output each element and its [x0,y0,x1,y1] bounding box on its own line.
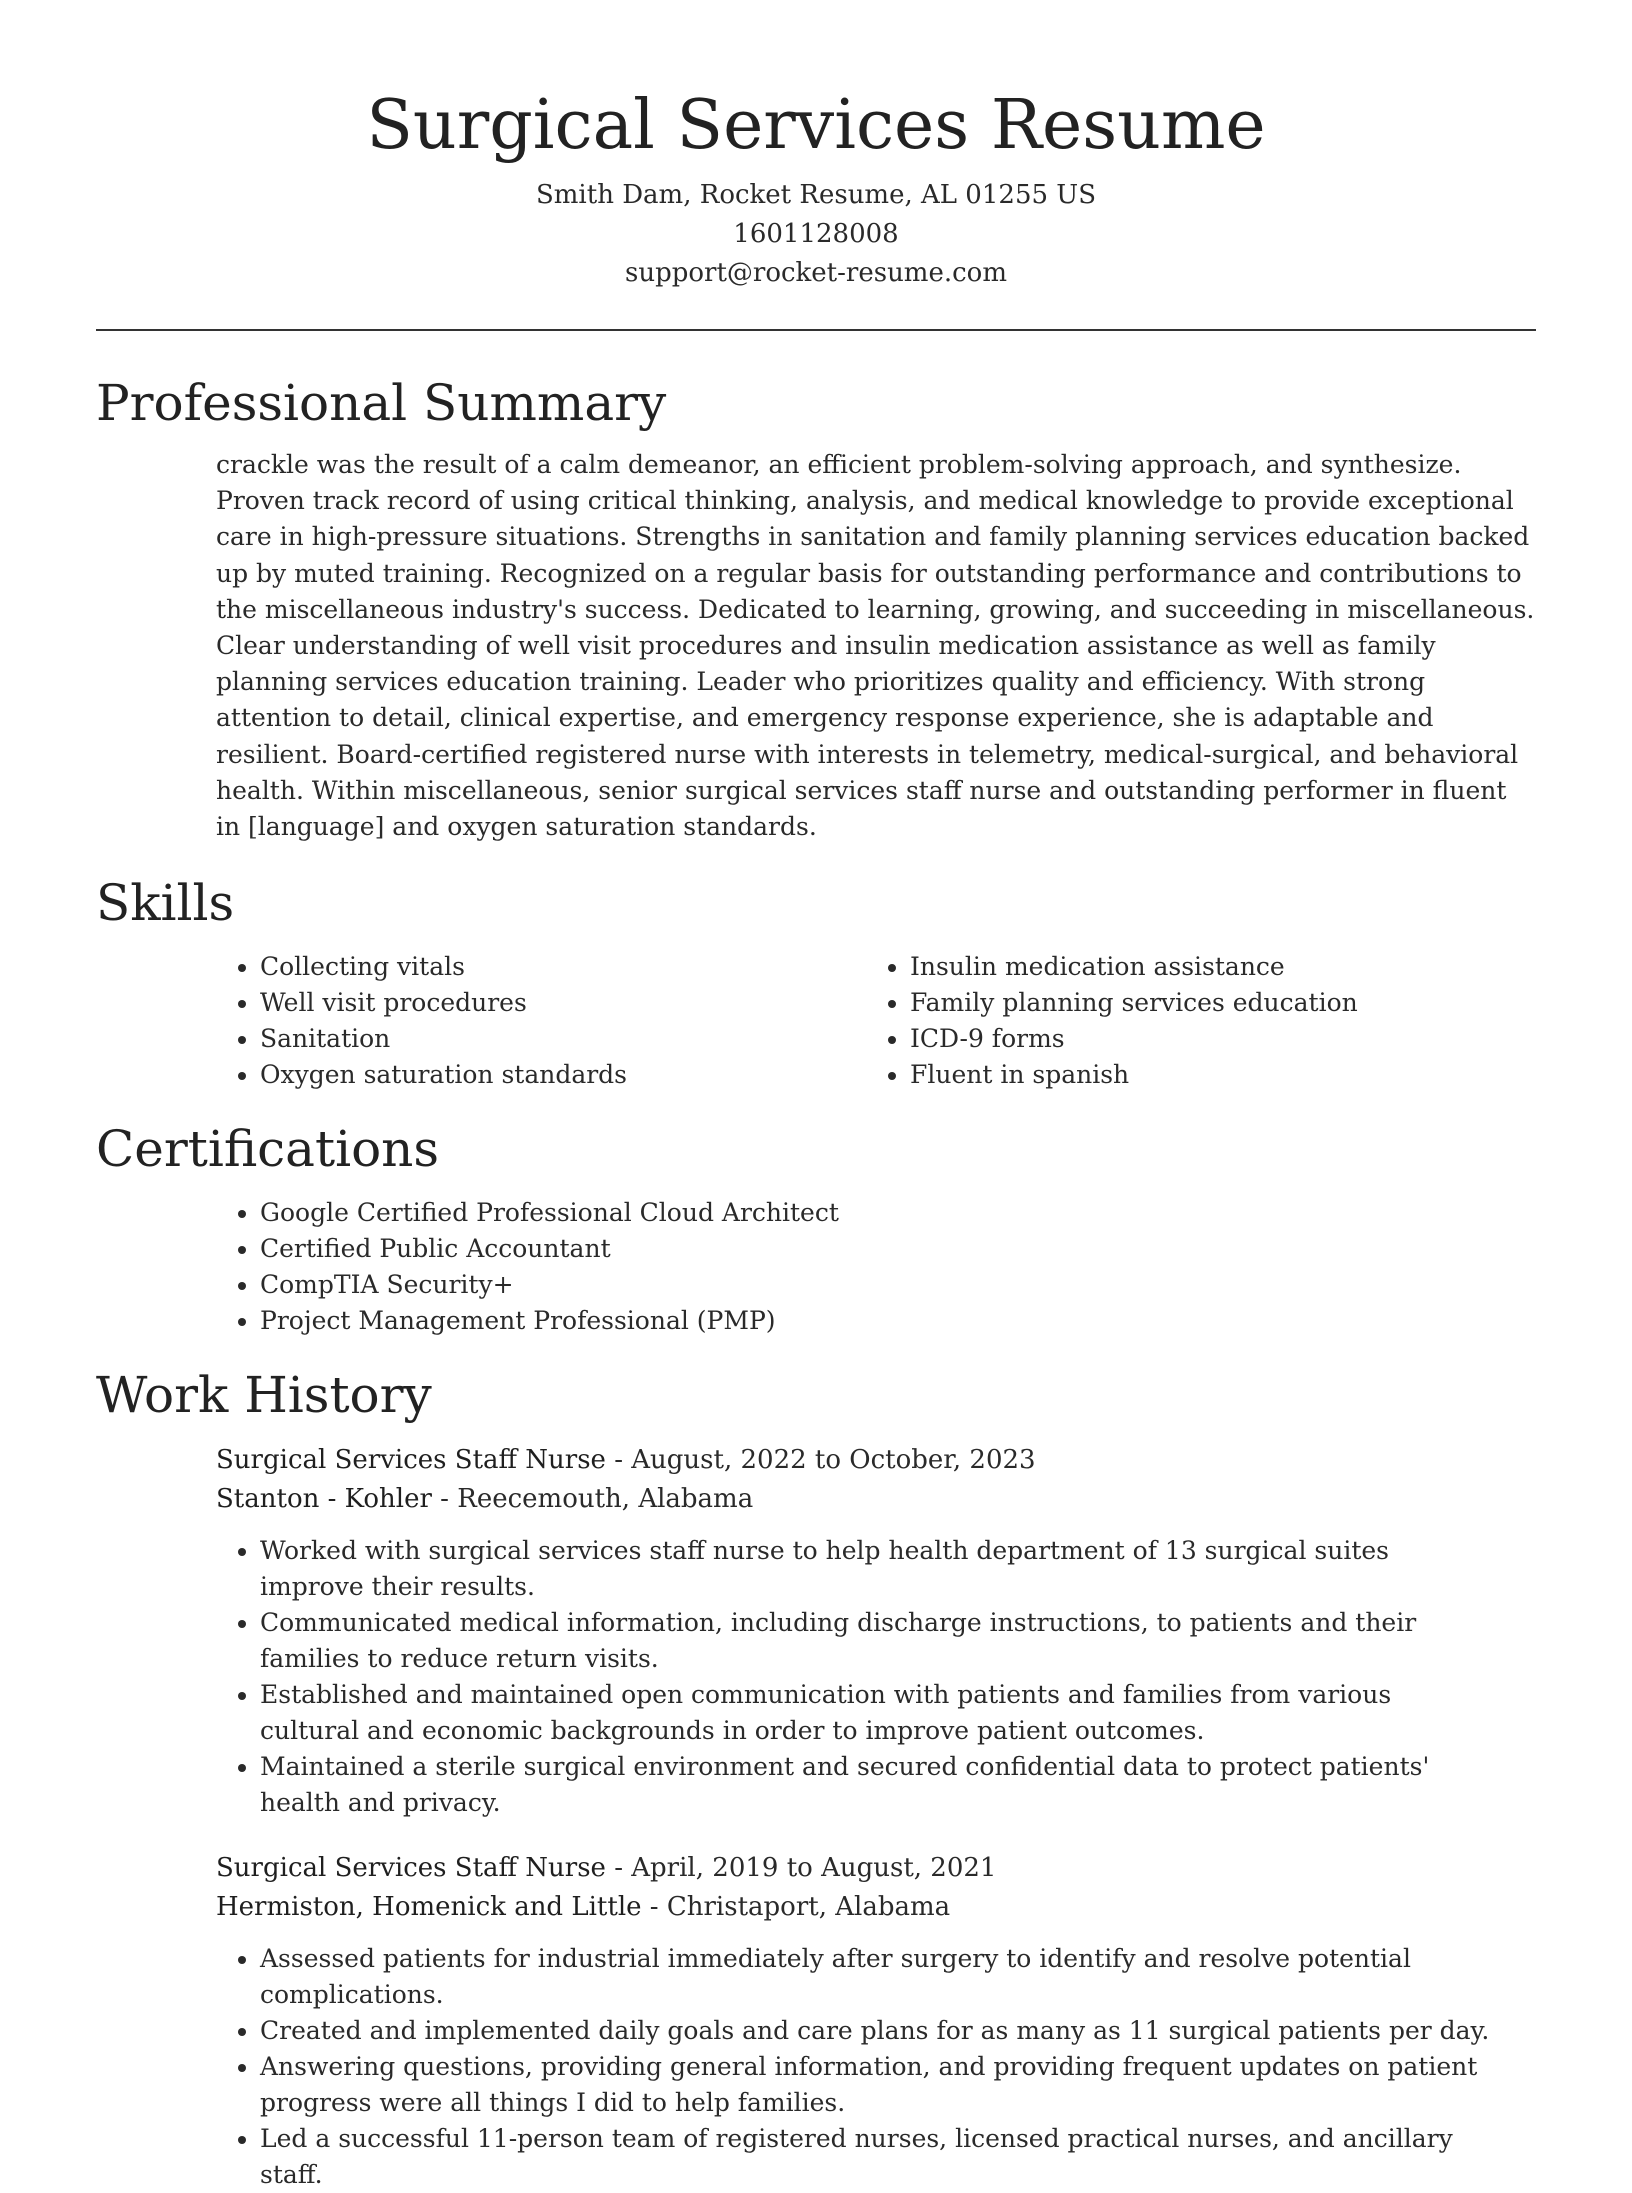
job-bullet: • Maintained a sterile surgical environment and secured confidential data to protect patients' health and privacy. [260,1749,1536,1821]
skill-item: • Collecting vitals [260,949,866,985]
job-company: Stanton - Kohler [216,1484,432,1515]
separator: - [431,1484,458,1515]
job-bullet: • Led a successful 11-person team of registered nurses, licensed practical nurses, and ancillary staff. [260,2121,1536,2193]
section-heading-work-history: Work History [96,1366,432,1425]
job-bullet: • Created and implemented daily goals and care plans for as many as 11 surgical patients per day. [260,2013,1536,2049]
skill-item: • Oxygen saturation standards [260,1057,866,1093]
skill-item: • ICD-9 forms [910,1021,1516,1057]
job-company: Hermiston, Homenick and Little [216,1892,642,1923]
certification-item: • Google Certified Professional Cloud Architect [260,1195,1536,1231]
job-bullet: • Established and maintained open communication with patients and families from various cultural and economic backgrounds in order to improve patient outcomes. [260,1677,1536,1749]
skill-item: • Family planning services education [910,985,1516,1021]
contact-block [96,176,1536,293]
job-company-line [216,1888,1536,1927]
job-dates: August, 2022 to October, 2023 [631,1445,1036,1476]
job-entry [216,1849,1536,2193]
job-title-line [216,1849,1536,1888]
certifications-list [216,1195,1536,1339]
separator: - [605,1853,632,1884]
skill-item: • Sanitation [260,1021,866,1057]
certification-item: • Certified Public Accountant [260,1231,1536,1267]
contact-address: Smith Dam, Rocket Resume, AL 01255 US [535,180,1097,210]
job-bullets [216,1941,1536,2193]
section-heading-certifications: Certifications [96,1120,440,1179]
contact-email: support@rocket-resume.com [624,258,1007,288]
job-bullet: • Worked with surgical services staff nurse to help health department of 13 surgical suites improve their results. [260,1533,1536,1605]
job-entry [216,1441,1536,1821]
contact-phone: 1601128008 [733,219,899,249]
section-heading-skills: Skills [96,874,235,933]
job-bullet: • Answering questions, providing general information, and providing frequent updates on patient progress were all things I did to help families. [260,2049,1536,2121]
resume-page [96,0,1536,2193]
job-location: Christaport, Alabama [666,1892,951,1923]
job-title: Surgical Services Staff Nurse [216,1853,606,1884]
job-bullets [216,1533,1536,1821]
page-title: Surgical Services Resume [366,86,1266,165]
job-dates: April, 2019 to August, 2021 [631,1853,997,1884]
job-bullet: • Assessed patients for industrial immediately after surgery to identify and resolve potential complications. [260,1941,1536,2013]
certification-item: • Project Management Professional (PMP) [260,1303,1536,1339]
certification-item: • CompTIA Security+ [260,1267,1536,1303]
skill-item: • Insulin medication assistance [910,949,1516,985]
skills-list-left [216,949,866,1093]
skills-list-right [866,949,1516,1093]
job-bullet: • Communicated medical information, including discharge instructions, to patients and their families to reduce return visits. [260,1605,1536,1677]
job-title: Surgical Services Staff Nurse [216,1445,606,1476]
job-location: Reecemouth, Alabama [457,1484,754,1515]
job-company-line [216,1480,1536,1519]
skill-item: • Well visit procedures [260,985,866,1021]
header-divider [96,329,1536,331]
job-title-line [216,1441,1536,1480]
summary-paragraph: crackle was the result of a calm demeanor, an efficient problem-solving approach, and synthesize. Proven track record of using critical thinking, analysis, and medical knowledge to provide exceptional care in high-pressure situations. Strengths in sanitation and family planning services education backed up by muted training. Recognized on a regular basis for outstanding performance and contributions to the miscellaneous industry's success. Dedicated to learning, growing, and succeeding in miscellaneous. Clear understanding of well visit procedures and insulin medication assistance as well as family planning services education training. Leader who prioritizes quality and efficiency. With strong attention to detail, clinical expertise, and emergency response experience, she is adaptable and resilient. Board-certified registered nurse with interests in telemetry, medical-surgical, and behavioral health. Within miscellaneous, senior surgical services staff nurse and outstanding performer in fluent in [language] and oxygen saturation standards. [216,450,1535,842]
section-heading-summary: Professional Summary [96,374,667,432]
skills-columns [216,949,1536,1093]
separator: - [605,1445,632,1476]
separator: - [641,1892,667,1923]
skill-item: • Fluent in spanish [910,1057,1516,1093]
